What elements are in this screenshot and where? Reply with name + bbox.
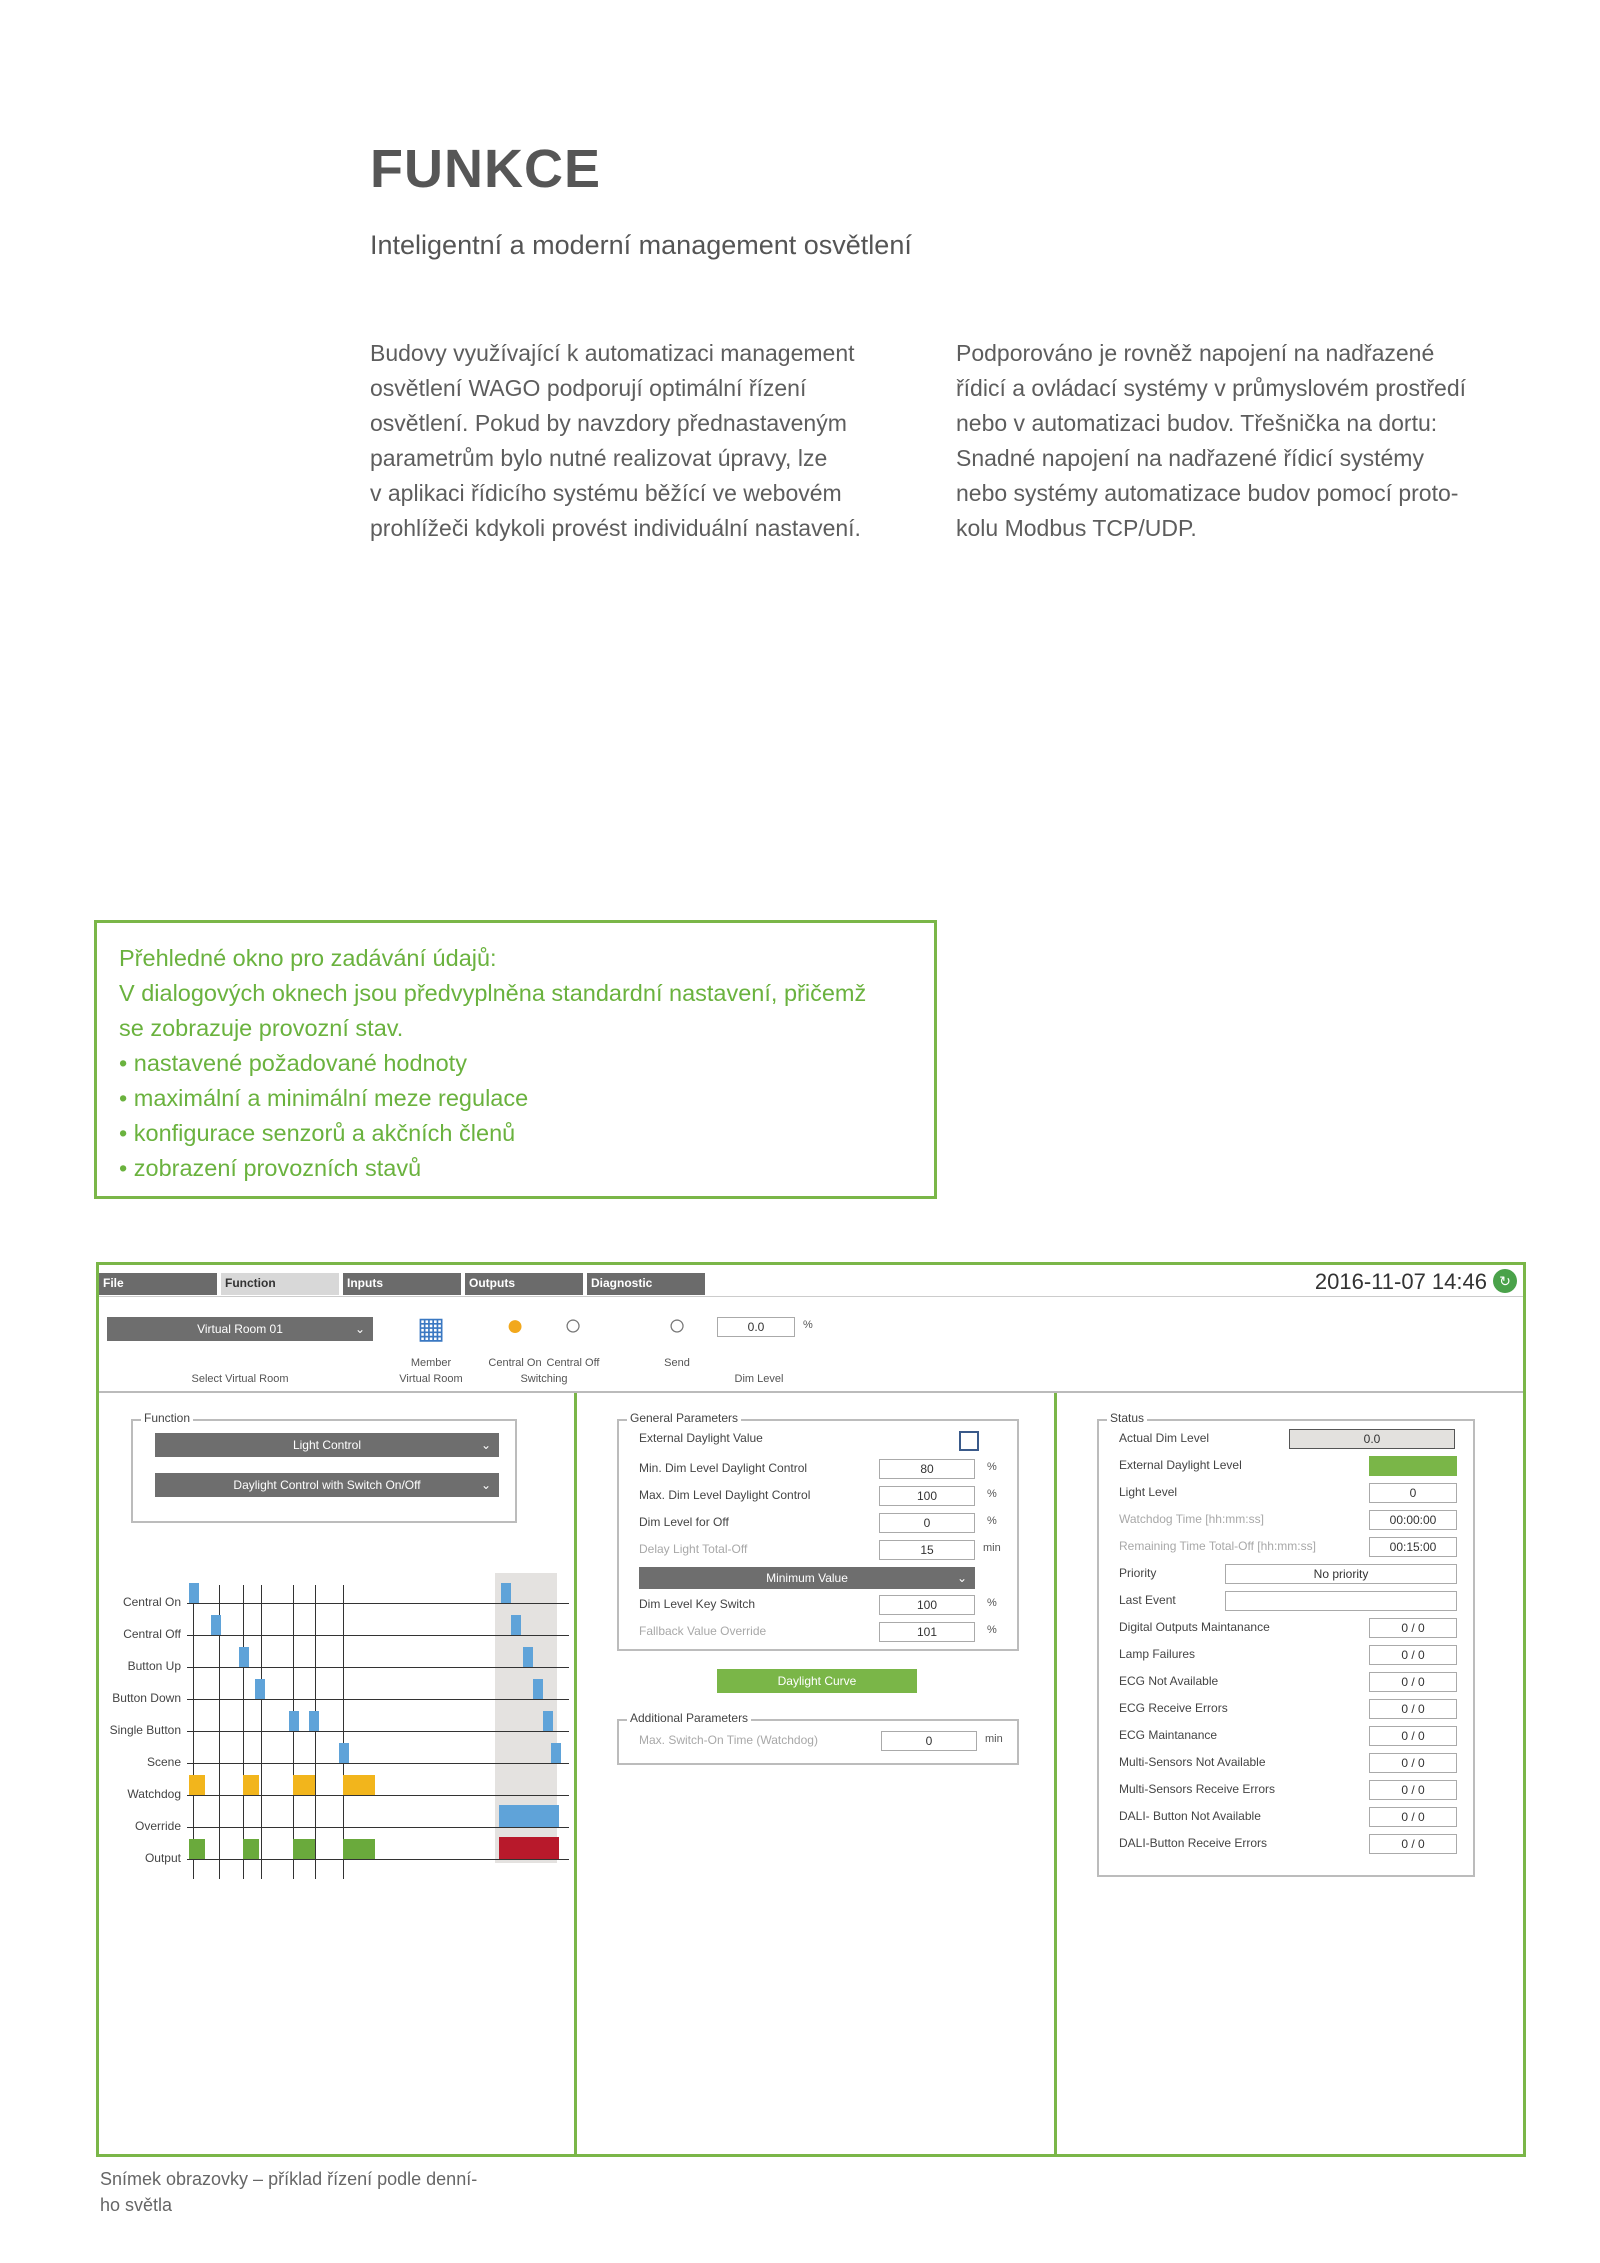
- override-segment: [499, 1805, 559, 1827]
- additional-parameters-label: Additional Parameters: [627, 1711, 751, 1725]
- param-unit: %: [987, 1488, 997, 1500]
- virtual-room-label: Select Virtual Room: [191, 1373, 289, 1385]
- timeline-row-label: Override: [134, 1819, 181, 1833]
- timeline-event-line: [315, 1585, 316, 1879]
- send-bulb-icon[interactable]: ○: [667, 1309, 687, 1342]
- input-pulse: [255, 1679, 265, 1699]
- key-switch-input[interactable]: 100: [879, 1595, 975, 1615]
- param-unit: %: [987, 1624, 997, 1636]
- counter-label: Multi-Sensors Not Available: [1119, 1755, 1266, 1769]
- page-subtitle: Inteligentní a moderní management osvětlení: [370, 230, 912, 260]
- text-line: osvětlení. Pokud by navzdory přednastaveným: [370, 410, 847, 436]
- daylight-curve-button[interactable]: Daylight Curve: [717, 1669, 917, 1693]
- timeline-row-label: Central Off: [123, 1627, 181, 1641]
- status-row-label: External Daylight Level: [1119, 1458, 1242, 1472]
- text-line: Snadné napojení na nadřazené řídicí systémy: [956, 445, 1424, 471]
- chevron-down-icon: ⌄: [956, 1571, 967, 1585]
- central-on-label: Central On: [488, 1357, 542, 1369]
- param-unit: %: [987, 1597, 997, 1609]
- minimum-value-text: Minimum Value: [766, 1571, 848, 1585]
- timeline-baseline: [187, 1795, 569, 1796]
- input-pulse: [309, 1711, 319, 1731]
- watchdog-segment: [343, 1775, 375, 1795]
- virtual-room-value: Virtual Room 01: [197, 1322, 283, 1336]
- watchdog-input[interactable]: 0: [881, 1731, 977, 1751]
- chevron-down-icon: ⌄: [354, 1322, 365, 1336]
- timeline-baseline: [187, 1827, 569, 1828]
- dim-unit: %: [803, 1319, 813, 1331]
- counter-label: DALI-Button Receive Errors: [1119, 1836, 1268, 1850]
- param-unit: min: [983, 1542, 1001, 1554]
- timeline-event-line: [243, 1585, 244, 1879]
- watchdog-segment: [243, 1775, 259, 1795]
- input-pulse: [551, 1743, 561, 1763]
- chevron-down-icon: ⌄: [480, 1478, 491, 1492]
- output-on-segment: [293, 1839, 315, 1859]
- param-label: Delay Light Total-Off: [639, 1542, 748, 1556]
- status-group: [1097, 1411, 1475, 1877]
- member-label-2: Virtual Room: [399, 1373, 463, 1385]
- param-unit: min: [985, 1733, 1003, 1745]
- timeline-event-line: [193, 1585, 194, 1879]
- text-line: parametrům bylo nutné realizovat úpravy, lze: [370, 445, 828, 471]
- input-pulse: [239, 1647, 249, 1667]
- input-pulse: [289, 1711, 299, 1731]
- text-line: v aplikaci řídicího systému běžící ve webovém: [370, 480, 842, 506]
- timeline-baseline: [187, 1667, 569, 1668]
- timeline-row-label: Output: [144, 1851, 181, 1865]
- text-line: nebo v automatizaci budov. Třešnička na dortu:: [956, 410, 1438, 436]
- dim-off-input[interactable]: 0: [879, 1513, 975, 1533]
- output-on-segment: [343, 1839, 375, 1859]
- status-row-label: Priority: [1119, 1566, 1157, 1580]
- input-pulse: [339, 1743, 349, 1763]
- timeline-row-label: Single Button: [109, 1723, 181, 1737]
- timeline-row-label: Central On: [122, 1595, 181, 1609]
- input-pulse: [533, 1679, 543, 1699]
- output-on-segment: [243, 1839, 259, 1859]
- member-icon[interactable]: ▦: [416, 1312, 446, 1345]
- status-row-label: Light Level: [1119, 1485, 1178, 1499]
- output-on-segment: [189, 1839, 205, 1859]
- text-line: osvětlení WAGO podporují optimální řízení: [370, 375, 807, 401]
- timeline-event-line: [293, 1585, 294, 1879]
- dim-level-label: Dim Level: [734, 1373, 784, 1385]
- mode-select-value: Daylight Control with Switch On/Off: [233, 1478, 421, 1492]
- param-unit: %: [987, 1515, 997, 1527]
- function-label: Function: [141, 1411, 193, 1425]
- param-label: Dim Level for Off: [639, 1515, 729, 1529]
- counter-list: [1099, 1421, 1477, 1879]
- status-row-label: Last Event: [1119, 1593, 1176, 1607]
- timeline-row-label: Button Up: [127, 1659, 181, 1673]
- menu-bar: [99, 1265, 1523, 1297]
- param-label: Max. Dim Level Daylight Control: [639, 1488, 811, 1502]
- callout-line: se zobrazuje provozní stav.: [119, 1015, 404, 1041]
- timeline-row-label: Scene: [146, 1755, 181, 1769]
- tab-diagnostic[interactable]: Diagnostic: [587, 1273, 705, 1295]
- param-label: Min. Dim Level Daylight Control: [639, 1461, 808, 1475]
- callout-bullet: • zobrazení provozních stavů: [119, 1155, 422, 1181]
- status-row-label: Remaining Time Total-Off [hh:mm:ss]: [1119, 1539, 1316, 1553]
- counter-value: 0 / 0: [1369, 1726, 1457, 1746]
- callout-bullet: • konfigurace senzorů a akčních členů: [119, 1120, 516, 1146]
- param-unit: %: [987, 1461, 997, 1473]
- central-off-bulb-icon[interactable]: ○: [563, 1309, 583, 1342]
- counter-value: 0 / 0: [1369, 1834, 1457, 1854]
- function-panel: [99, 1393, 577, 2154]
- tab-file[interactable]: File: [99, 1273, 217, 1295]
- virtual-room-select[interactable]: [107, 1317, 373, 1341]
- input-pulse: [511, 1615, 521, 1635]
- general-parameters-group: [617, 1411, 1019, 1651]
- function-select[interactable]: [155, 1433, 499, 1457]
- input-pulse: [501, 1583, 511, 1603]
- central-off-label: Central Off: [546, 1357, 600, 1369]
- function-select-value: Light Control: [292, 1438, 362, 1452]
- mode-select[interactable]: [155, 1473, 499, 1497]
- send-label: Send: [664, 1357, 690, 1369]
- counter-value: 0 / 0: [1369, 1699, 1457, 1719]
- page-title: FUNKCE: [370, 139, 601, 199]
- text-line: Podporováno je rovněž napojení na nadřazené: [956, 340, 1435, 366]
- status-row-label: Actual Dim Level: [1119, 1431, 1210, 1445]
- counter-label: Digital Outputs Maintanance: [1119, 1620, 1270, 1634]
- status-label: Status: [1107, 1411, 1147, 1425]
- ext-daylight-label: External Daylight Value: [639, 1431, 763, 1445]
- watchdog-param-label: Max. Switch-On Time (Watchdog): [639, 1733, 818, 1747]
- watchdog-segment: [293, 1775, 315, 1795]
- function-group: [131, 1411, 517, 1523]
- counter-label: ECG Receive Errors: [1119, 1701, 1228, 1715]
- output-override-segment: [499, 1837, 559, 1859]
- text-line: Budovy využívající k automatizaci management: [370, 340, 855, 366]
- timeline-baseline: [187, 1731, 569, 1732]
- min-dim-input[interactable]: 80: [879, 1459, 975, 1479]
- additional-parameters-group: [617, 1711, 1019, 1765]
- chevron-down-icon: ⌄: [480, 1438, 491, 1452]
- actual-dim-value: 0.0: [1289, 1429, 1455, 1449]
- callout-line: V dialogových oknech jsou předvyplněna standardní nastavení, přičemž: [119, 980, 867, 1006]
- priority-value: No priority: [1225, 1564, 1457, 1584]
- signal-timeline: [99, 1573, 577, 1873]
- tab-function[interactable]: Function: [221, 1273, 339, 1295]
- counter-value: 0 / 0: [1369, 1807, 1457, 1827]
- caption-line: Snímek obrazovky – příklad řízení podle denní-: [100, 2169, 478, 2189]
- text-line: kolu Modbus TCP/UDP.: [956, 515, 1197, 541]
- switching-label: Switching: [520, 1373, 568, 1385]
- tab-inputs[interactable]: Inputs: [343, 1273, 461, 1295]
- timeline-baseline: [187, 1603, 569, 1604]
- central-on-bulb-icon[interactable]: ●: [505, 1309, 525, 1342]
- callout-line: Přehledné okno pro zadávání údajů:: [119, 945, 497, 971]
- input-pulse: [543, 1711, 553, 1731]
- tab-outputs[interactable]: Outputs: [465, 1273, 583, 1295]
- timeline-event-line: [343, 1585, 344, 1879]
- dim-level-input[interactable]: 0.0: [717, 1317, 795, 1337]
- callout-bullet: • maximální a minimální meze regulace: [119, 1085, 529, 1111]
- timeline-baseline: [187, 1699, 569, 1700]
- intro-column-left: [370, 336, 910, 546]
- screenshot-caption: [100, 2166, 540, 2218]
- datetime: 2016-11-07 14:46: [1314, 1269, 1487, 1294]
- counter-value: 0 / 0: [1369, 1672, 1457, 1692]
- toolbar: [99, 1297, 1523, 1393]
- param-label: Dim Level Key Switch: [639, 1597, 756, 1611]
- text-line: prohlížeči kdykoli provést individuální nastavení.: [370, 515, 861, 541]
- general-parameters-label: General Parameters: [627, 1411, 741, 1425]
- status-panel: [1057, 1393, 1526, 2154]
- watchdog-segment: [189, 1775, 205, 1795]
- member-label: Member: [410, 1357, 452, 1369]
- minimum-value-select[interactable]: [639, 1567, 975, 1589]
- timeline-row-label: Watchdog: [127, 1787, 181, 1801]
- max-dim-input[interactable]: 100: [879, 1486, 975, 1506]
- app-screenshot: [96, 1262, 1526, 2157]
- timeline-baseline: [187, 1763, 569, 1764]
- light-level-value: 0: [1369, 1483, 1457, 1503]
- timeline-baseline: [187, 1635, 569, 1636]
- input-pulse: [211, 1615, 221, 1635]
- watchdog-time-value: 00:00:00: [1369, 1510, 1457, 1530]
- counter-value: 0 / 0: [1369, 1753, 1457, 1773]
- counter-label: Lamp Failures: [1119, 1647, 1196, 1661]
- fallback-input[interactable]: 101: [879, 1622, 975, 1642]
- callout-box: [94, 920, 937, 1199]
- input-pulse: [523, 1647, 533, 1667]
- counter-value: 0 / 0: [1369, 1618, 1457, 1638]
- text-line: nebo systémy automatizace budov pomocí proto-: [956, 480, 1459, 506]
- counter-label: DALI- Button Not Available: [1119, 1809, 1261, 1823]
- delay-off-input[interactable]: 15: [879, 1540, 975, 1560]
- input-pulse: [189, 1583, 199, 1603]
- counter-value: 0 / 0: [1369, 1645, 1457, 1665]
- text-line: řídicí a ovládací systémy v průmyslovém prostředí: [956, 375, 1466, 401]
- counter-label: ECG Not Available: [1119, 1674, 1219, 1688]
- refresh-icon[interactable]: ↻: [1493, 1269, 1517, 1293]
- ext-daylight-checkbox[interactable]: [959, 1431, 979, 1451]
- counter-label: ECG Maintanance: [1119, 1728, 1218, 1742]
- callout-bullet: • nastavené požadované hodnoty: [119, 1050, 467, 1076]
- timeline-row-label: Button Down: [112, 1691, 181, 1705]
- status-row-label: Watchdog Time [hh:mm:ss]: [1119, 1512, 1264, 1526]
- timeline-event-line: [261, 1585, 262, 1879]
- remaining-time-value: 00:15:00: [1369, 1537, 1457, 1557]
- caption-line: ho světla: [100, 2195, 173, 2215]
- counter-value: 0 / 0: [1369, 1780, 1457, 1800]
- intro-column-right: [956, 336, 1516, 546]
- timeline-baseline: [187, 1859, 569, 1860]
- param-label: Fallback Value Override: [639, 1624, 767, 1638]
- counter-label: Multi-Sensors Receive Errors: [1119, 1782, 1276, 1796]
- parameters-panel: [577, 1393, 1057, 2154]
